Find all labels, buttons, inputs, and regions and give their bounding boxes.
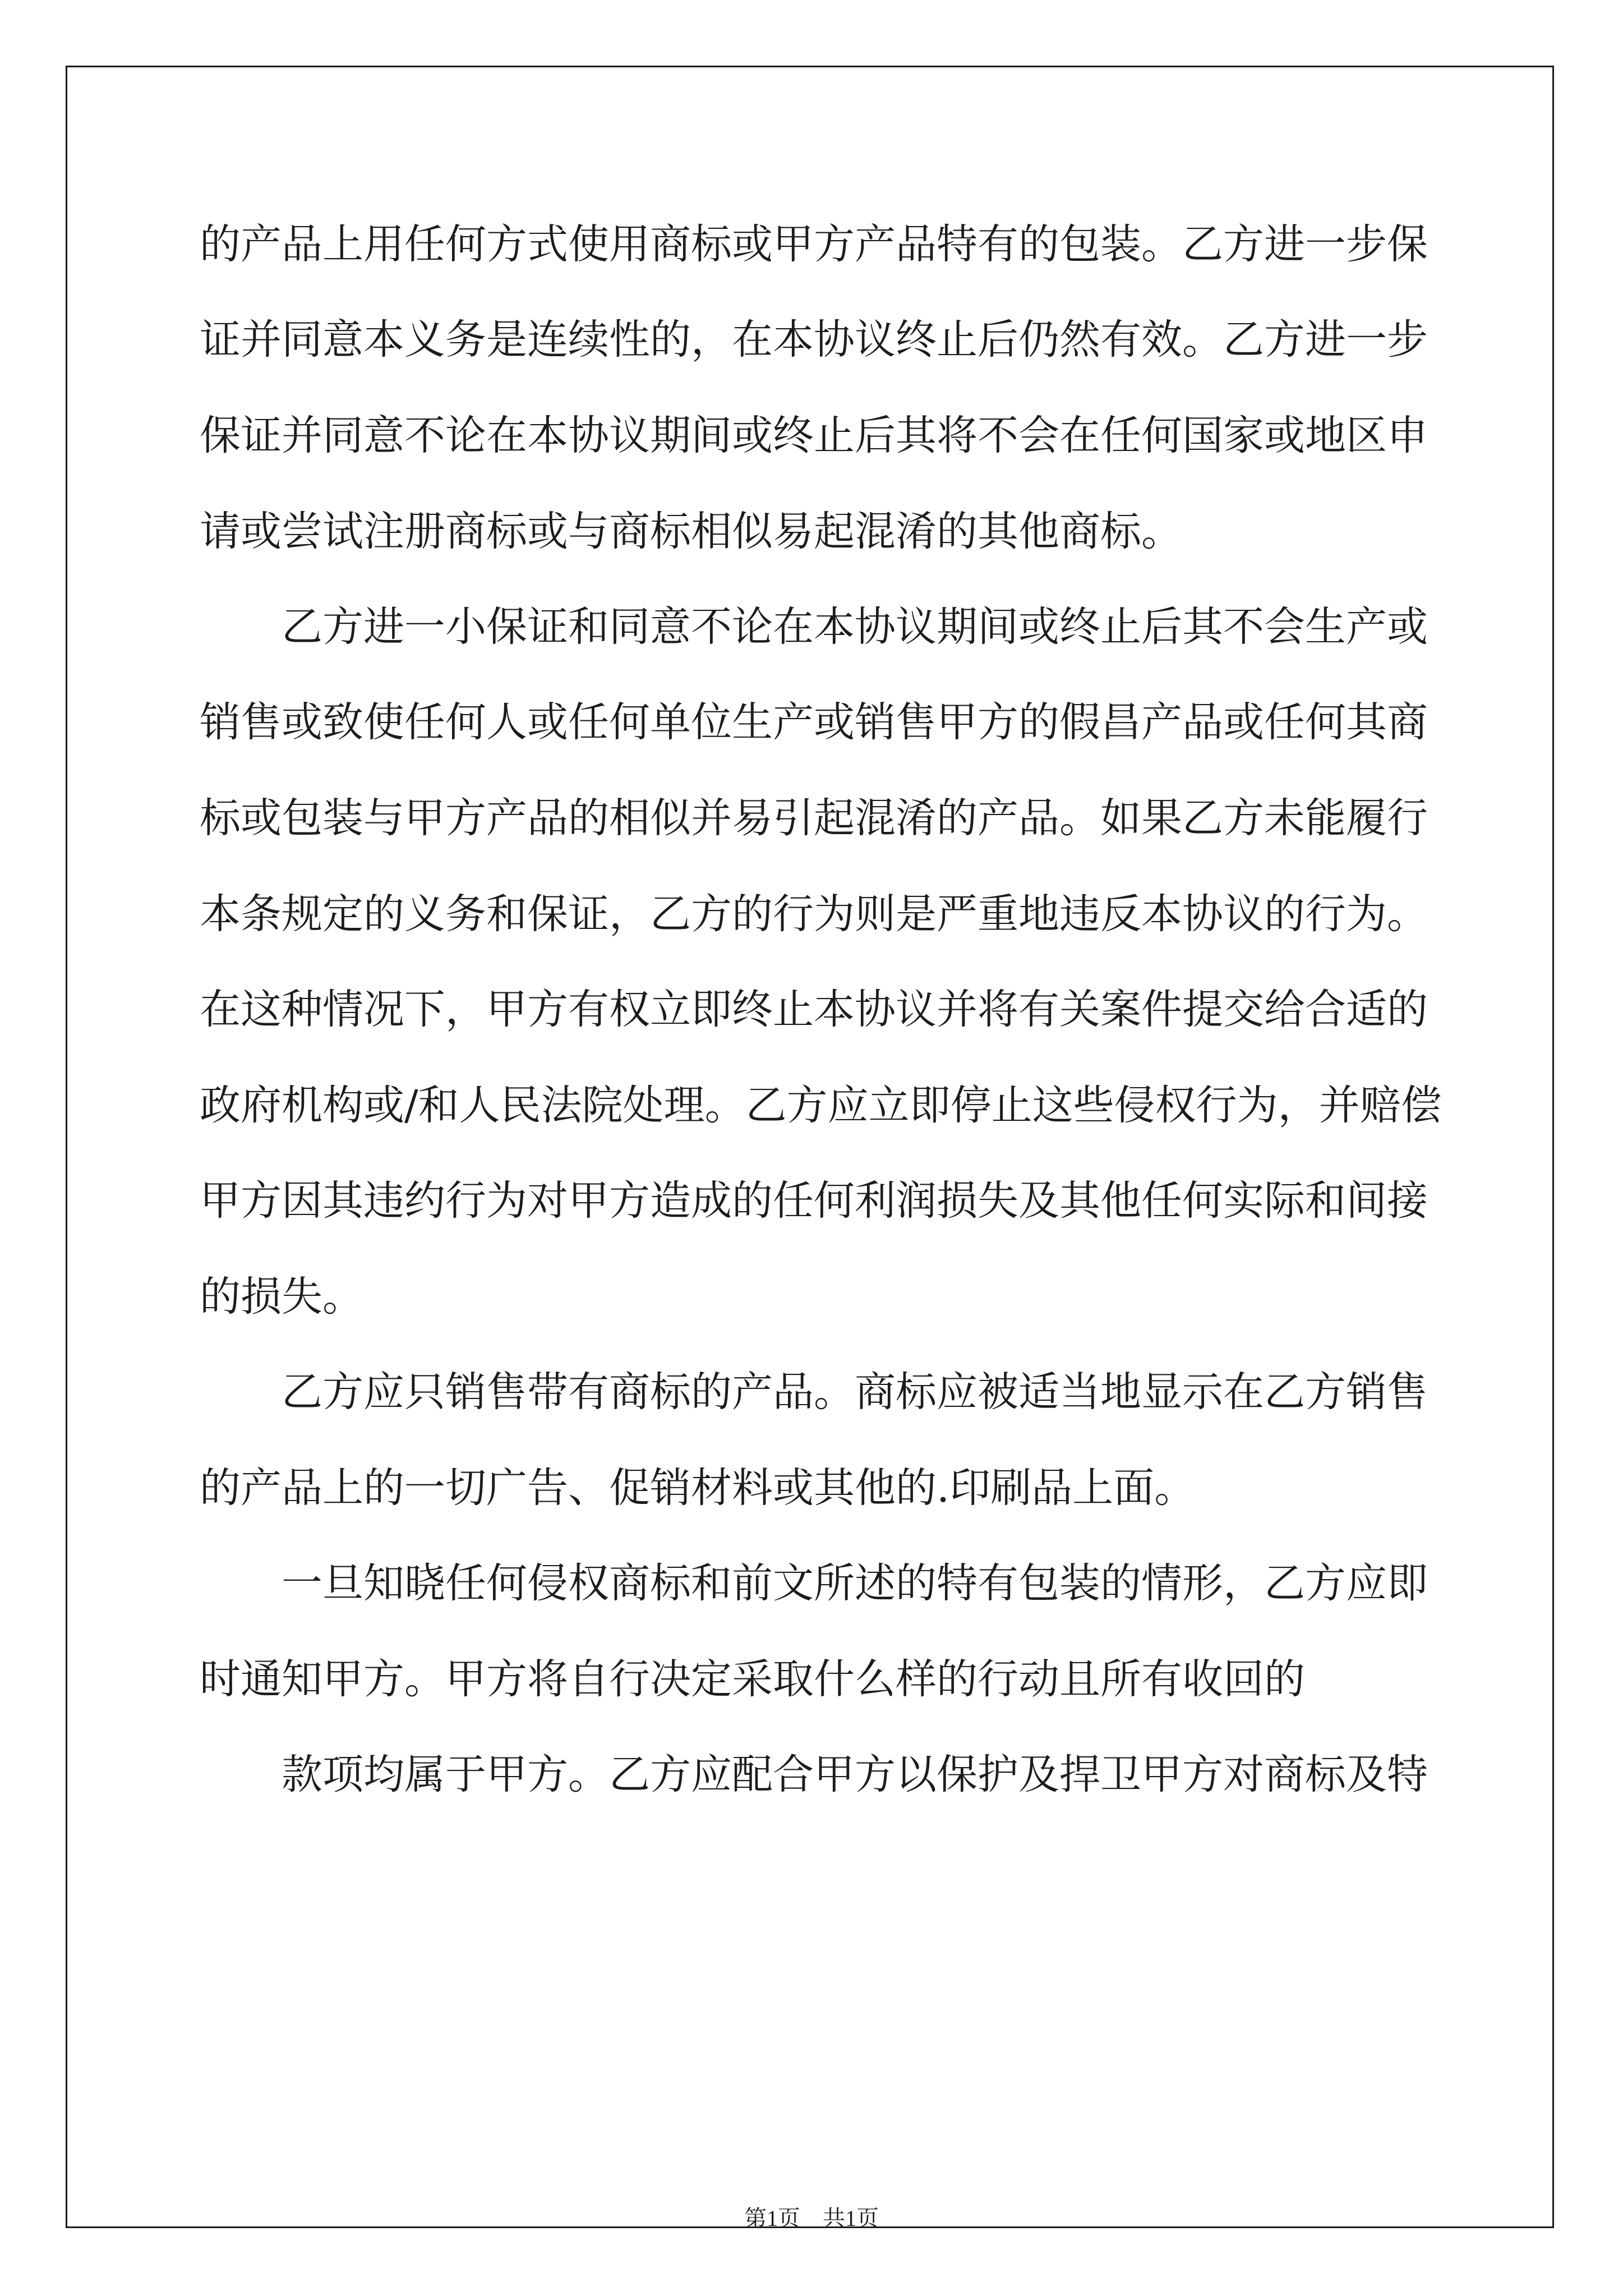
- paragraph-start-line: 乙方应只销售带有商标的产品。商标应被适当地显示在乙方销售: [282, 1368, 1428, 1416]
- body-line-12: 的损失。: [200, 1273, 363, 1320]
- body-line-8: 本条规定的义务和保证，乙方的行为则是严重地违反本协议的行为。: [200, 890, 1428, 938]
- body-line-2: 证并同意本义务是连续性的，在本协议终止后仍然有效。乙方进一步: [200, 316, 1428, 364]
- body-line-3: 保证并同意不论在本协议期间或终止后其将不会在任何国家或地区申: [200, 412, 1428, 459]
- body-line-7: 标或包装与甲方产品的相似并易引起混淆的产品。如果乙方未能履行: [200, 794, 1428, 842]
- body-line-11: 甲方因其违约行为对甲方造成的任何利润损失及其他任何实际和间接: [200, 1177, 1428, 1225]
- body-line-4: 请或尝试注册商标或与商标相似易起混淆的其他商标。: [200, 508, 1182, 555]
- page-border: [66, 66, 1554, 2228]
- paragraph-start-line: 乙方进一小保证和同意不论在本协议期间或终止后其不会生产或: [282, 603, 1428, 651]
- paragraph-start-line: 款项均属于甲方。乙方应配合甲方以保护及捍卫甲方对商标及特: [282, 1751, 1428, 1798]
- paragraph-start-line: 一旦知晓任何侵权商标和前文所述的特有包装的情形，乙方应即: [282, 1559, 1428, 1607]
- body-line-16: 时通知甲方。甲方将自行决定采取什么样的行动且所有收回的: [200, 1655, 1305, 1703]
- body-line-1: 的产品上用任何方式使用商标或甲方产品特有的包装。乙方进一步保: [200, 220, 1428, 268]
- body-line-9: 在这种情况下，甲方有权立即终止本协议并将有关案件提交给合适的: [200, 986, 1428, 1033]
- body-line-10: 政府机构或/和人民法院处理。乙方应立即停止这些侵权行为，并赔偿: [200, 1082, 1442, 1129]
- body-line-6: 销售或致使任何人或任何单位生产或销售甲方的假昌产品或任何其商: [200, 698, 1428, 746]
- body-line-14: 的产品上的一切广告、促销材料或其他的.印刷品上面。: [200, 1464, 1196, 1512]
- page-number: 第1页 共1页: [744, 2206, 879, 2231]
